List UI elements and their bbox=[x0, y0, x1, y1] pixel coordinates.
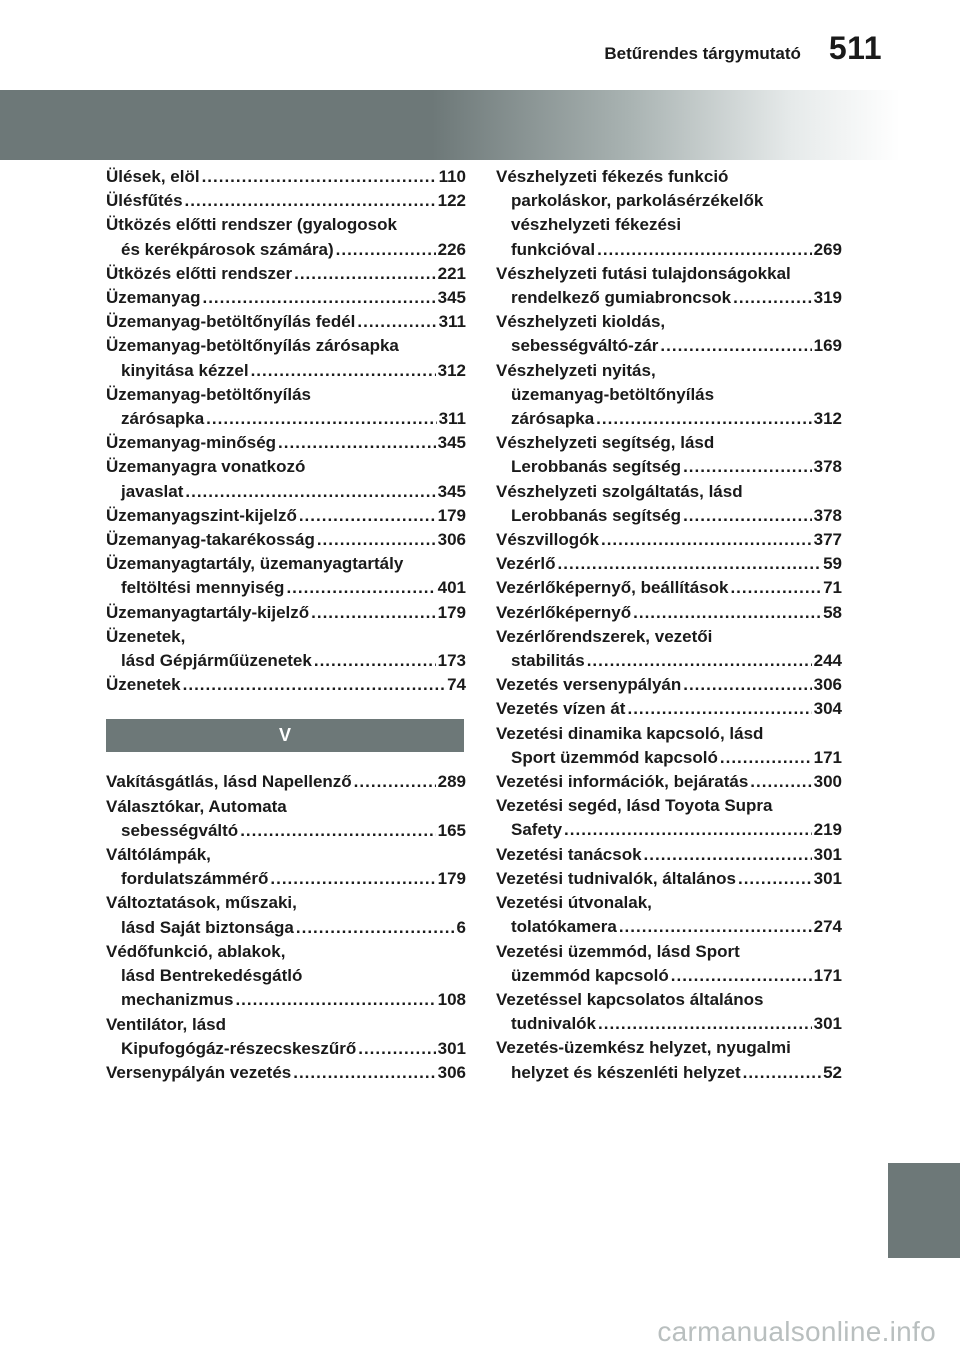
index-page-number: 311 bbox=[438, 409, 466, 429]
dot-leader bbox=[733, 286, 812, 310]
index-entry-line bbox=[496, 455, 842, 479]
dot-leader bbox=[644, 843, 812, 867]
index-column-left bbox=[106, 165, 466, 1085]
index-entry-line bbox=[496, 383, 842, 407]
dot-leader bbox=[185, 189, 436, 213]
index-page-number: 312 bbox=[813, 409, 842, 429]
dot-leader bbox=[314, 649, 436, 673]
page-header bbox=[604, 30, 882, 67]
index-entry bbox=[106, 601, 466, 625]
index-entry bbox=[106, 891, 466, 939]
index-page-number: 345 bbox=[437, 288, 466, 308]
index-entry bbox=[496, 867, 842, 891]
dot-leader bbox=[202, 165, 437, 189]
index-entry-text: tolatókamera bbox=[511, 917, 617, 937]
index-entry-text: sebességváltó bbox=[121, 820, 239, 840]
index-page-number: 301 bbox=[813, 844, 842, 864]
index-entry bbox=[496, 843, 842, 867]
index-page-number: 219 bbox=[813, 820, 842, 840]
index-entry-text: Vészhelyzeti fékezés funkció bbox=[496, 167, 729, 186]
index-entry bbox=[106, 334, 466, 382]
index-entry-text: Védőfunkció, ablakok, bbox=[106, 941, 286, 961]
index-entry-line bbox=[106, 819, 466, 843]
index-page-number: 269 bbox=[813, 239, 842, 259]
index-entry bbox=[496, 940, 842, 988]
index-entry bbox=[496, 770, 842, 794]
index-entry-line bbox=[106, 189, 466, 213]
index-entry-text: Vezetési dinamika kapcsoló, lásd bbox=[496, 723, 764, 743]
index-entry-line bbox=[106, 1061, 466, 1085]
index-page-number: 59 bbox=[823, 554, 842, 574]
index-page-number: 108 bbox=[437, 990, 466, 1010]
index-entry-line bbox=[106, 964, 466, 988]
index-entry-text: Vezérlőképernyő bbox=[496, 602, 632, 622]
index-entry bbox=[106, 552, 466, 600]
index-page-number: 274 bbox=[813, 917, 842, 937]
index-entry bbox=[496, 891, 842, 939]
index-entry-text: Vezetési információk, bejáratás bbox=[496, 772, 749, 792]
dot-leader bbox=[683, 504, 812, 528]
dot-leader bbox=[601, 528, 812, 552]
index-page-number: 173 bbox=[437, 651, 466, 671]
dot-leader bbox=[564, 818, 812, 842]
index-entry-line bbox=[496, 601, 842, 625]
index-page-number: 110 bbox=[438, 167, 466, 186]
index-entry-line bbox=[496, 334, 842, 358]
dot-leader bbox=[743, 1061, 821, 1085]
index-entry-line bbox=[106, 480, 466, 504]
index-entry-text: vészhelyzeti fékezési bbox=[511, 215, 682, 235]
index-entry-line bbox=[496, 1036, 842, 1060]
index-entry-text: stabilitás bbox=[511, 651, 585, 671]
index-entry-text: Ütközés előtti rendszer bbox=[106, 263, 293, 283]
index-entry-line bbox=[106, 455, 466, 479]
index-entry-line bbox=[496, 746, 842, 770]
index-entry-line bbox=[496, 359, 842, 383]
index-page-number: 301 bbox=[813, 868, 842, 888]
index-entry bbox=[496, 359, 842, 432]
dot-leader bbox=[270, 867, 435, 891]
index-entry bbox=[496, 165, 842, 262]
index-entry-line bbox=[496, 189, 842, 213]
index-page-number: 306 bbox=[437, 530, 466, 550]
index-entry-line bbox=[496, 891, 842, 915]
index-entry-line bbox=[496, 165, 842, 189]
index-page-number: 289 bbox=[437, 772, 466, 792]
index-entry-line bbox=[496, 794, 842, 818]
index-entry-text: Versenypályán vezetés bbox=[106, 1062, 292, 1082]
index-entry-text: Vészhelyzeti szolgáltatás, lásd bbox=[496, 481, 743, 501]
dot-leader bbox=[293, 1061, 435, 1085]
index-entry-line bbox=[106, 770, 466, 794]
index-entry-text: Üzemanyagra vonatkozó bbox=[106, 457, 306, 477]
index-page-number: 221 bbox=[437, 263, 466, 283]
index-entry bbox=[496, 794, 842, 842]
index-page-number: 345 bbox=[437, 481, 466, 501]
index-entry bbox=[106, 1061, 466, 1085]
index-page-number: 301 bbox=[437, 1038, 466, 1058]
index-entry-line bbox=[496, 310, 842, 334]
index-entry-line bbox=[496, 673, 842, 697]
index-entry-line bbox=[496, 915, 842, 939]
index-entry-text: Vészvillogók bbox=[496, 530, 599, 550]
index-page-number: 165 bbox=[437, 820, 466, 840]
index-entry-line bbox=[496, 407, 842, 431]
index-entry bbox=[106, 455, 466, 503]
index-entry-text: Vezetés versenypályán bbox=[496, 675, 682, 695]
index-entry-text: mechanizmus bbox=[121, 990, 234, 1010]
index-entry bbox=[496, 697, 842, 721]
dot-leader bbox=[358, 1037, 435, 1061]
index-entry-line bbox=[496, 722, 842, 746]
index-entry-text: feltöltési mennyiség bbox=[121, 578, 285, 598]
dot-leader bbox=[683, 455, 812, 479]
index-entry-text: Vezérlő bbox=[496, 554, 556, 574]
index-page-number: 345 bbox=[437, 433, 466, 453]
index-entry-line bbox=[106, 165, 466, 189]
index-entry-line bbox=[106, 334, 466, 358]
dot-leader bbox=[185, 480, 435, 504]
index-page-number: 171 bbox=[813, 965, 842, 985]
dot-leader bbox=[294, 262, 436, 286]
index-page-number: 179 bbox=[437, 505, 466, 525]
index-entry-line bbox=[496, 843, 842, 867]
index-entry bbox=[106, 165, 466, 189]
index-entry-line bbox=[496, 480, 842, 504]
index-entry bbox=[106, 673, 466, 697]
dot-leader bbox=[311, 601, 435, 625]
index-entry-line bbox=[106, 843, 466, 867]
index-entry-line bbox=[106, 795, 466, 819]
index-entry-line bbox=[496, 504, 842, 528]
index-entry-text: Üzemanyag-takarékosság bbox=[106, 530, 315, 550]
page-number: 511 bbox=[828, 30, 882, 66]
index-entry-line bbox=[106, 310, 466, 334]
index-entry-text: Vezetési tanácsok bbox=[496, 844, 642, 864]
index-entry-text: Üzemanyagtartály, üzemanyagtartály bbox=[106, 554, 404, 574]
index-entry-text: Lerobbanás segítség bbox=[511, 457, 682, 477]
index-entry bbox=[106, 1013, 466, 1061]
index-entry-text: Ventilátor, lásd bbox=[106, 1014, 226, 1034]
index-entry bbox=[106, 262, 466, 286]
index-entry-text: Vezetés-üzemkész helyzet, nyugalmi bbox=[496, 1038, 791, 1058]
dot-leader bbox=[660, 334, 811, 358]
index-entry-text: üzemmód kapcsoló bbox=[511, 965, 669, 985]
index-entry bbox=[496, 262, 842, 310]
index-entry-line bbox=[106, 576, 466, 600]
index-entry-line bbox=[496, 625, 842, 649]
index-page-number: 378 bbox=[813, 457, 842, 477]
index-entry-text: Vezetési üzemmód, lásd Sport bbox=[496, 941, 740, 961]
index-entry-line bbox=[106, 383, 466, 407]
dot-leader bbox=[671, 964, 812, 988]
index-entry-text: rendelkező gumiabroncsok bbox=[511, 288, 732, 308]
index-page-number: 226 bbox=[437, 239, 466, 259]
index-entry-line bbox=[496, 576, 842, 600]
index-page-number: 179 bbox=[437, 602, 466, 622]
dot-leader bbox=[683, 673, 811, 697]
dot-leader bbox=[286, 576, 435, 600]
index-entry-line bbox=[106, 359, 466, 383]
index-entry-text: Üzemanyag bbox=[106, 288, 201, 308]
index-entry bbox=[106, 795, 466, 843]
index-entry-text: Safety bbox=[511, 820, 563, 840]
index-entry-text: Vezetési tudnivalók, általános bbox=[496, 868, 736, 888]
index-entry-text: Kipufogógáz-részecskeszűrő bbox=[121, 1038, 357, 1058]
index-entry bbox=[496, 988, 842, 1036]
index-entry-line bbox=[106, 867, 466, 891]
index-entry-text: Ülések, elöl bbox=[106, 167, 200, 186]
index-entry-text: Üzemanyagtartály-kijelző bbox=[106, 602, 310, 622]
index-entry bbox=[106, 189, 466, 213]
index-entry-text: funkcióval bbox=[511, 239, 596, 259]
header-banner bbox=[0, 90, 900, 160]
index-page-number: 319 bbox=[813, 288, 842, 308]
index-entry-text: Választókar, Automata bbox=[106, 796, 287, 816]
dot-leader bbox=[596, 407, 811, 431]
index-entry-text: parkoláskor, parkolásérzékelők bbox=[511, 191, 764, 211]
dot-leader bbox=[251, 359, 436, 383]
index-entry-text: Vészhelyzeti segítség, lásd bbox=[496, 433, 715, 453]
index-entry-text: Üzenetek, bbox=[106, 626, 186, 646]
index-entry-line bbox=[106, 601, 466, 625]
index-entry-text: Vészhelyzeti kioldás, bbox=[496, 312, 666, 332]
index-entry bbox=[496, 722, 842, 770]
index-thumb-tab bbox=[888, 1163, 960, 1258]
index-entry-line bbox=[496, 286, 842, 310]
index-entry-text: Ülésfűtés bbox=[106, 191, 183, 211]
index-entry-line bbox=[106, 1037, 466, 1061]
index-entry-text: lásd Gépjárműüzenetek bbox=[121, 651, 312, 671]
index-entry bbox=[496, 480, 842, 528]
index-page-number: 300 bbox=[813, 772, 842, 792]
index-entry-line bbox=[106, 552, 466, 576]
dot-leader bbox=[296, 916, 455, 940]
dot-leader bbox=[357, 310, 436, 334]
index-page-number: 58 bbox=[823, 602, 842, 622]
index-entry-line bbox=[496, 238, 842, 262]
index-entry-line bbox=[496, 964, 842, 988]
index-entry-text: lásd Bentrekedésgátló bbox=[121, 966, 303, 986]
header-title: Betűrendes tárgymutató bbox=[604, 44, 801, 63]
index-entry-line bbox=[106, 262, 466, 286]
index-page-number: 401 bbox=[437, 578, 466, 598]
index-entry-line bbox=[496, 988, 842, 1012]
index-entry-text: és kerékpárosok számára) bbox=[121, 239, 334, 259]
index-entry-text: sebességváltó-zár bbox=[511, 336, 659, 356]
index-entry-text: Váltólámpák, bbox=[106, 845, 211, 865]
index-entry-line bbox=[106, 916, 466, 940]
watermark: carmanualsonline.info bbox=[657, 1316, 936, 1347]
index-entry-line bbox=[496, 262, 842, 286]
index-entry-line bbox=[496, 770, 842, 794]
index-entry-line bbox=[106, 891, 466, 915]
index-page-number: 377 bbox=[813, 530, 842, 550]
index-entry-line bbox=[106, 238, 466, 262]
section-header-v: V bbox=[106, 719, 464, 752]
dot-leader bbox=[354, 770, 436, 794]
dot-leader bbox=[278, 431, 436, 455]
index-entry bbox=[496, 310, 842, 358]
index-page-number: 169 bbox=[813, 336, 842, 356]
index-page-number: 122 bbox=[437, 191, 466, 211]
index-column-right bbox=[496, 165, 842, 1085]
index-entry-text: Vakításgátlás, lásd Napellenző bbox=[106, 772, 352, 792]
dot-leader bbox=[597, 238, 812, 262]
index-entry-line bbox=[496, 867, 842, 891]
index-page-number: 306 bbox=[813, 675, 842, 695]
index-entry-text: fordulatszámmérő bbox=[121, 869, 269, 889]
index-entry bbox=[496, 673, 842, 697]
index-page-number: 306 bbox=[437, 1062, 466, 1082]
index-page-number: 171 bbox=[813, 747, 842, 767]
index-entry-text: üzemanyag-betöltőnyílás bbox=[511, 384, 715, 404]
index-entry-text: Üzenetek bbox=[106, 675, 181, 695]
index-page-number: 378 bbox=[813, 505, 842, 525]
index-entry-line bbox=[106, 625, 466, 649]
dot-leader bbox=[750, 770, 811, 794]
dot-leader bbox=[738, 867, 812, 891]
index-entry-line bbox=[496, 431, 842, 455]
index-entry-text: tudnivalók bbox=[511, 1014, 597, 1034]
index-entry-line bbox=[496, 940, 842, 964]
dot-leader bbox=[587, 649, 812, 673]
index-entry-text: Vezérlőrendszerek, vezetői bbox=[496, 626, 713, 646]
index-entry bbox=[106, 940, 466, 1013]
index-entry-text: Vezérlőképernyő, beállítások bbox=[496, 578, 729, 598]
index-entry-text: lásd Saját biztonsága bbox=[121, 917, 294, 937]
index-entry-text: javaslat bbox=[121, 481, 184, 501]
index-entry bbox=[106, 504, 466, 528]
index-entry-line bbox=[496, 528, 842, 552]
index-entry bbox=[106, 528, 466, 552]
index-entry-text: Lerobbanás segítség bbox=[511, 505, 682, 525]
index-entry-text: Vészhelyzeti nyitás, bbox=[496, 360, 656, 380]
index-page-number: 52 bbox=[823, 1062, 842, 1082]
index-entry bbox=[496, 625, 842, 673]
index-page-number: 74 bbox=[447, 675, 466, 695]
index-page-number: 312 bbox=[437, 360, 466, 380]
dot-leader bbox=[336, 238, 436, 262]
index-page-number: 6 bbox=[456, 917, 466, 937]
index-entry-text: helyzet és készenléti helyzet bbox=[511, 1062, 741, 1082]
index-entry-text: Vezetés vízen át bbox=[496, 699, 626, 719]
index-entry bbox=[106, 770, 466, 794]
index-entry bbox=[496, 576, 842, 600]
index-list-v bbox=[106, 770, 466, 1085]
index-entry-line bbox=[496, 1061, 842, 1085]
index-entry-line bbox=[106, 528, 466, 552]
index-entry bbox=[496, 528, 842, 552]
index-entry bbox=[106, 843, 466, 891]
index-entry-line bbox=[496, 552, 842, 576]
index-entry-text: Változtatások, műszaki, bbox=[106, 893, 297, 913]
index-entry bbox=[496, 552, 842, 576]
index-page-number: 244 bbox=[813, 651, 842, 671]
index-entry-line bbox=[496, 818, 842, 842]
index-entry-text: Ütközés előtti rendszer (gyalogosok bbox=[106, 215, 397, 235]
index-entry bbox=[496, 1036, 842, 1084]
dot-leader bbox=[598, 1012, 812, 1036]
index-entry-line bbox=[106, 1013, 466, 1037]
dot-leader bbox=[558, 552, 822, 576]
index-entry-line bbox=[106, 431, 466, 455]
index-entry-text: kinyitása kézzel bbox=[121, 360, 249, 380]
index-entry bbox=[106, 286, 466, 310]
index-list-u bbox=[106, 165, 466, 697]
dot-leader bbox=[627, 697, 811, 721]
dot-leader bbox=[720, 746, 812, 770]
index-entry-line bbox=[106, 286, 466, 310]
index-entry-text: Sport üzemmód kapcsoló bbox=[511, 747, 718, 767]
index-entry-text: zárósapka bbox=[121, 409, 205, 429]
index-entry bbox=[106, 625, 466, 673]
index-entry bbox=[106, 310, 466, 334]
index-entry-line bbox=[106, 988, 466, 1012]
index-entry-line bbox=[106, 407, 466, 431]
index-entry-text: Vezetéssel kapcsolatos általános bbox=[496, 989, 764, 1009]
index-entry-text: Vezetési útvonalak, bbox=[496, 893, 652, 913]
index-entry-text: Üzemanyagszint-kijelző bbox=[106, 505, 297, 525]
index-entry-text: Vészhelyzeti futási tulajdonságokkal bbox=[496, 263, 791, 283]
index-entry bbox=[496, 601, 842, 625]
index-entry bbox=[106, 213, 466, 261]
index-entry-line bbox=[496, 697, 842, 721]
index-entry-line bbox=[106, 213, 466, 237]
index-page-number: 304 bbox=[813, 699, 842, 719]
dot-leader bbox=[730, 576, 821, 600]
index-entry-text: Vezetési segéd, lásd Toyota Supra bbox=[496, 796, 773, 816]
dot-leader bbox=[619, 915, 812, 939]
dot-leader bbox=[299, 504, 436, 528]
index-entry-text: Üzemanyag-betöltőnyílás fedél bbox=[106, 312, 356, 332]
index-list-v-continued bbox=[496, 165, 842, 1085]
index-entry-text: Üzemanyag-betöltőnyílás bbox=[106, 384, 311, 404]
index-entry-line bbox=[496, 213, 842, 237]
index-entry-line bbox=[496, 649, 842, 673]
index-entry-line bbox=[106, 673, 466, 697]
index-entry-text: zárósapka bbox=[511, 409, 595, 429]
index-entry bbox=[106, 431, 466, 455]
dot-leader bbox=[206, 407, 436, 431]
index-entry-line bbox=[106, 940, 466, 964]
index-page-number: 301 bbox=[813, 1014, 842, 1034]
index-entry-line bbox=[106, 504, 466, 528]
dot-leader bbox=[202, 286, 435, 310]
dot-leader bbox=[317, 528, 436, 552]
index-entry-text: Üzemanyag-minőség bbox=[106, 433, 277, 453]
index-entry-line bbox=[496, 1012, 842, 1036]
index-page-number: 179 bbox=[437, 869, 466, 889]
index-entry-text: Üzemanyag-betöltőnyílás zárósapka bbox=[106, 336, 399, 356]
index-entry bbox=[496, 431, 842, 479]
index-page-number: 71 bbox=[823, 578, 842, 598]
index-page-number: 311 bbox=[438, 312, 466, 332]
index-entry-line bbox=[106, 649, 466, 673]
index-entry bbox=[106, 383, 466, 431]
dot-leader bbox=[633, 601, 821, 625]
dot-leader bbox=[183, 673, 445, 697]
dot-leader bbox=[240, 819, 435, 843]
dot-leader bbox=[235, 988, 435, 1012]
